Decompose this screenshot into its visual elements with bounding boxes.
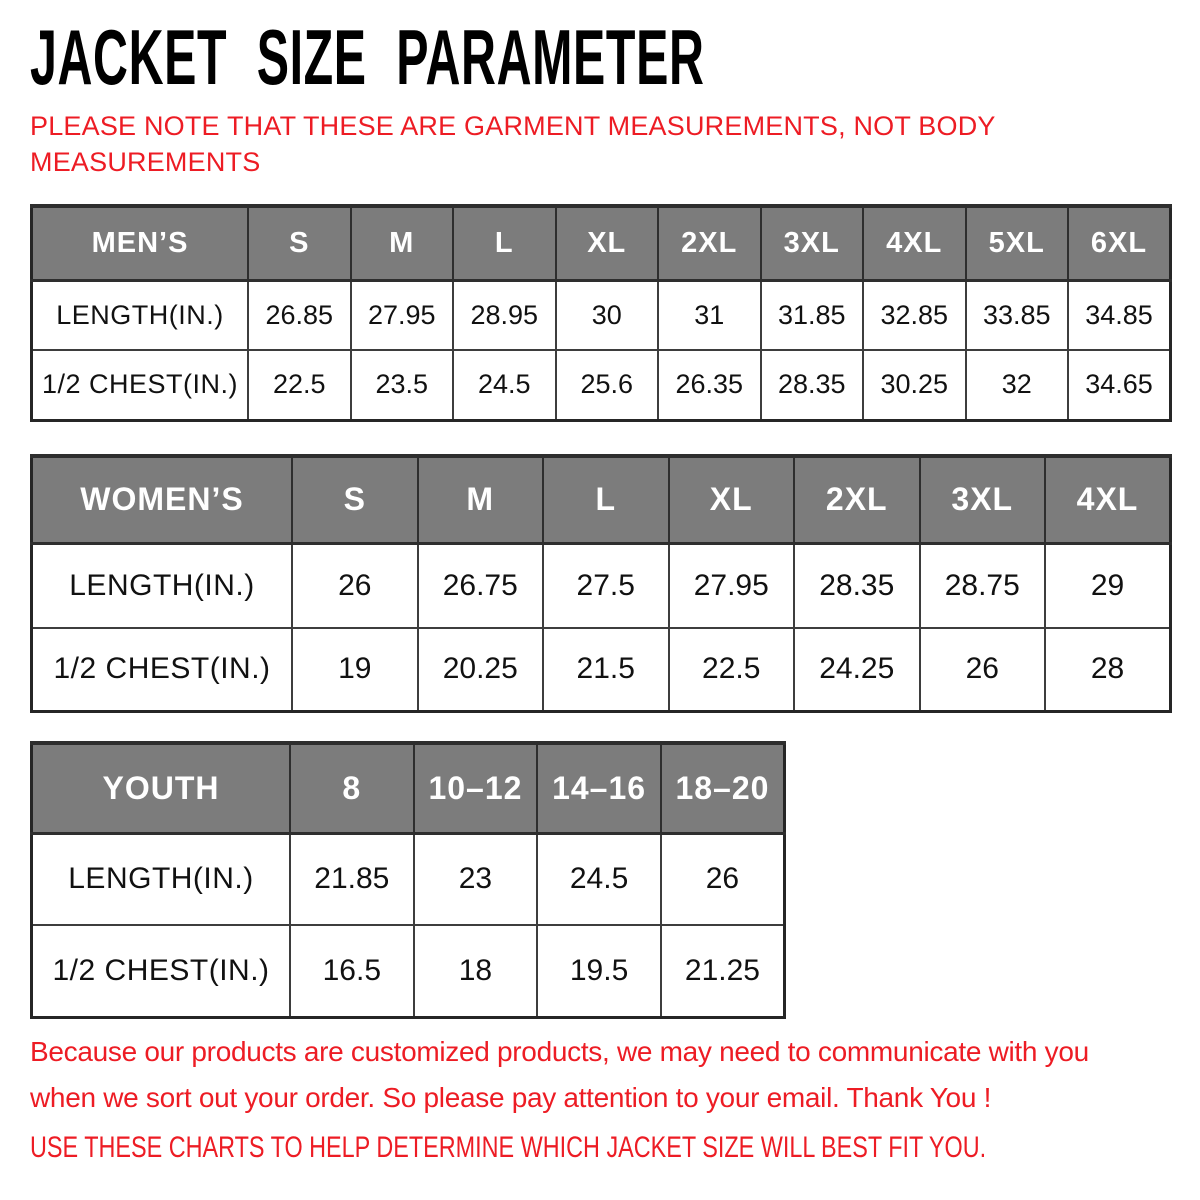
measure-value-cell: 21.5 (543, 628, 669, 712)
size-column-header-cell: 10–12 (414, 743, 538, 833)
measure-value-cell: 19.5 (537, 925, 661, 1017)
measure-value-cell: 27.5 (543, 544, 669, 628)
measure-value-cell: 28.95 (453, 280, 556, 350)
notice-line-2: when we sort out your order. So please pay attention to your email. Thank You ! (30, 1081, 992, 1113)
measure-label-cell: 1/2 CHEST(IN.) (32, 925, 291, 1017)
measure-value-cell: 30 (556, 280, 659, 350)
measure-label-cell: LENGTH(IN.) (32, 833, 291, 925)
measure-value-cell: 24.5 (453, 350, 556, 420)
customization-notice (30, 1029, 1172, 1121)
size-column-header-cell: 2XL (794, 456, 920, 544)
table-row (32, 350, 1171, 420)
size-column-header-cell: 18–20 (661, 743, 785, 833)
size-column-header-cell: 4XL (1045, 456, 1171, 544)
measure-value-cell: 32 (966, 350, 1069, 420)
measure-value-cell: 26.85 (248, 280, 351, 350)
table-row (32, 833, 785, 925)
measure-value-cell: 26.35 (658, 350, 761, 420)
measure-value-cell: 29 (1045, 544, 1171, 628)
garment-measurement-note (30, 108, 1172, 180)
measure-value-cell: 28.35 (761, 350, 864, 420)
mens-size-table (30, 204, 1172, 422)
size-column-header-cell: XL (556, 206, 659, 280)
table-row (32, 925, 785, 1017)
table-row (32, 280, 1171, 350)
size-column-header-cell: L (453, 206, 556, 280)
measure-value-cell: 25.6 (556, 350, 659, 420)
size-column-header-cell: S (292, 456, 418, 544)
measure-value-cell: 22.5 (669, 628, 795, 712)
measure-label-cell: 1/2 CHEST(IN.) (32, 628, 293, 712)
table-group-header-cell: WOMEN’S (32, 456, 293, 544)
size-column-header-cell: 6XL (1068, 206, 1171, 280)
measure-value-cell: 34.85 (1068, 280, 1171, 350)
note-line-2: MEASUREMENTS (30, 147, 261, 177)
size-column-header-cell: XL (669, 456, 795, 544)
measure-value-cell: 26 (661, 833, 785, 925)
table-row (32, 544, 1171, 628)
measure-value-cell: 16.5 (290, 925, 414, 1017)
size-column-header-cell: 8 (290, 743, 414, 833)
measure-value-cell: 21.85 (290, 833, 414, 925)
measure-value-cell: 28 (1045, 628, 1171, 712)
measure-value-cell: 24.25 (794, 628, 920, 712)
measure-value-cell: 26 (920, 628, 1046, 712)
measure-value-cell: 23.5 (351, 350, 454, 420)
measure-value-cell: 24.5 (537, 833, 661, 925)
size-column-header-cell: M (418, 456, 544, 544)
measure-value-cell: 30.25 (863, 350, 966, 420)
measure-value-cell: 33.85 (966, 280, 1069, 350)
page-title: JACKET SIZE PARAMETER (30, 13, 705, 101)
measure-value-cell: 28.35 (794, 544, 920, 628)
note-line-1: PLEASE NOTE THAT THESE ARE GARMENT MEASUREMENTS, NOT BODY (30, 111, 996, 141)
fit-advice-line: USE THESE CHARTS TO HELP DETERMINE WHICH JACKET SIZE WILL BEST FIT YOU. (30, 1130, 987, 1164)
size-column-header-cell: L (543, 456, 669, 544)
notice-line-1: Because our products are customized products, we may need to communicate with you (30, 1035, 1089, 1067)
measure-value-cell: 34.65 (1068, 350, 1171, 420)
size-column-header-cell: 5XL (966, 206, 1069, 280)
table-header-row (32, 456, 1171, 544)
size-column-header-cell: M (351, 206, 454, 280)
measure-label-cell: LENGTH(IN.) (32, 544, 293, 628)
table-row (32, 628, 1171, 712)
measure-value-cell: 23 (414, 833, 538, 925)
table-header-row (32, 743, 785, 833)
measure-value-cell: 27.95 (351, 280, 454, 350)
measure-value-cell: 19 (292, 628, 418, 712)
table-group-header-cell: MEN’S (32, 206, 249, 280)
measure-value-cell: 26.75 (418, 544, 544, 628)
size-column-header-cell: 14–16 (537, 743, 661, 833)
measure-value-cell: 27.95 (669, 544, 795, 628)
size-column-header-cell: 3XL (761, 206, 864, 280)
measure-value-cell: 26 (292, 544, 418, 628)
measure-value-cell: 21.25 (661, 925, 785, 1017)
table-header-row (32, 206, 1171, 280)
measure-label-cell: 1/2 CHEST(IN.) (32, 350, 249, 420)
womens-size-table (30, 454, 1172, 714)
measure-value-cell: 31 (658, 280, 761, 350)
measure-value-cell: 31.85 (761, 280, 864, 350)
measure-value-cell: 18 (414, 925, 538, 1017)
measure-value-cell: 22.5 (248, 350, 351, 420)
size-column-header-cell: 3XL (920, 456, 1046, 544)
measure-value-cell: 28.75 (920, 544, 1046, 628)
size-column-header-cell: S (248, 206, 351, 280)
measure-value-cell: 20.25 (418, 628, 544, 712)
measure-value-cell: 32.85 (863, 280, 966, 350)
size-column-header-cell: 4XL (863, 206, 966, 280)
size-column-header-cell: 2XL (658, 206, 761, 280)
table-group-header-cell: YOUTH (32, 743, 291, 833)
measure-label-cell: LENGTH(IN.) (32, 280, 249, 350)
youth-size-table (30, 741, 786, 1019)
